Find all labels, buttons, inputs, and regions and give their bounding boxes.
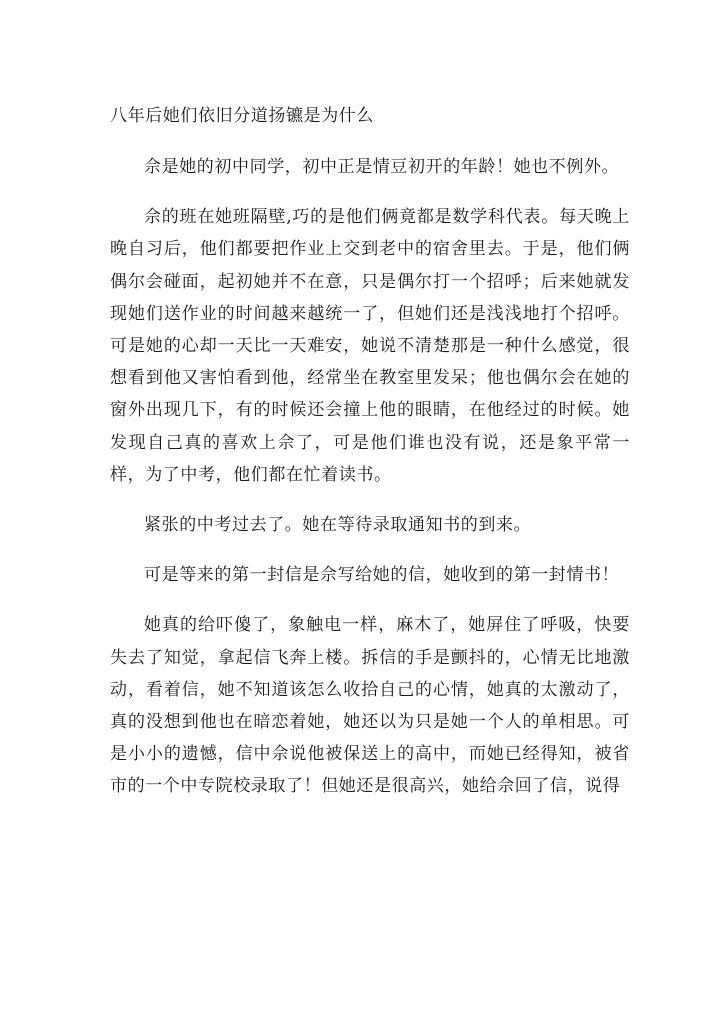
document-body xyxy=(110,100,630,821)
document-title: 八年后她们依旧分道扬镳是为什么 xyxy=(110,106,374,126)
paragraph-1: 佘是她的初中同学，初中正是情豆初开的年龄！她也不例外。 xyxy=(144,157,620,177)
paragraph-2: 佘的班在她班隔壁,巧的是他们俩竟都是数学科代表。每天晚上晚自习后，他们都要把作业上交到老中的宿舍里去。于是，他们俩偶尔会碰面，起初她并不在意，只是偶尔打一个招呼；后来她就发现她们送作业的时间越来越统一了，但她们还是浅浅地打个招呼。可是她的心却一天比一天难安，她说不清楚那是一种什么感觉，很想看到他又害怕看到他，经常坐在教室里发呆；他也偶尔会在她的窗外出现几下，有的时候还会撞上他的眼睛，在他经过的时候。她发现自己真的喜欢上佘了，可是他们谁也没有说，还是象平常一样，为了中考，他们都在忙着读书。 xyxy=(110,207,630,485)
paragraph-5: 她真的给吓傻了，象触电一样，麻木了，她屏住了呼吸，快要失去了知觉，拿起信飞奔上楼。拆信的手是颤抖的，心情无比地激动，看着信，她不知道该怎么收拾自己的心情，她真的太激动了，真的没想到他也在暗恋着她，她还以为只是她一个人的单相思。可是小小的遗憾，信中佘说他被保送上的高中，而她已经得知，被省市的一个中专院校录取了！但她还是很高兴，她给佘回了信，说得 xyxy=(110,615,630,797)
paragraph-4: 可是等来的第一封信是佘写给她的信，她收到的第一封情书！ xyxy=(144,565,620,586)
paragraph-3: 紧张的中考过去了。她在等待录取通知书的到来。 xyxy=(144,515,532,536)
